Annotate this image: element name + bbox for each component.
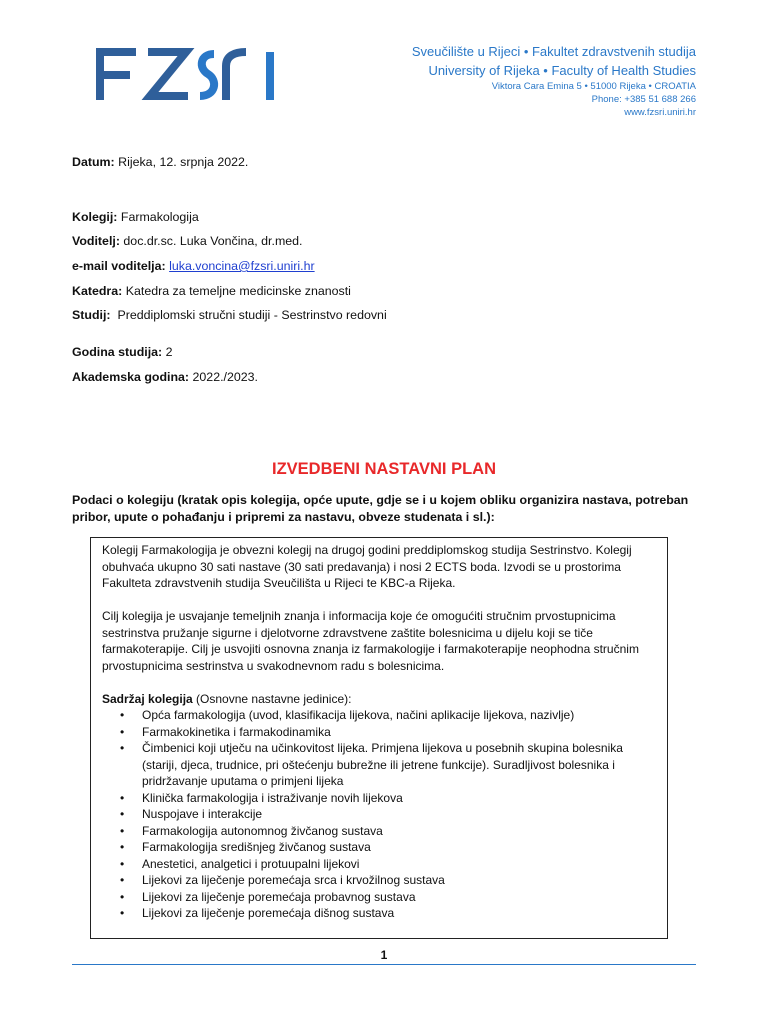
course-value: Farmakologija <box>120 210 199 224</box>
list-item: • Farmakologija autonomnog živčanog sustava <box>120 823 383 838</box>
fzsri-logo <box>96 44 280 104</box>
list-item: • Anestetici, analgetici i protuupalni lijekovi <box>120 856 360 871</box>
course-goal: Cilj kolegija je usvajanje temeljnih znanja i informacija koje će omogućiti stručnim prvostupnicima sestrinstva pružanje sigurne i djelotvorne zdravstvene zaštite bolesnicima u dijelu koji se tiče farmakoterapije. Cilj je usvojiti osnovna znanja iz farmakologije i farmakoterapije neophodna stručnim prvostupnicima sestrinstva u svakodnevnom radu s bolesnicima. <box>102 609 639 673</box>
year-line <box>72 344 173 360</box>
list-item: • Nuspojave i interakcije <box>120 807 263 821</box>
content-heading-rest: (Osnovne nastavne jedinice): <box>192 691 352 706</box>
list-item: • Lijekovi za liječenje poremećaja dišnog sustava <box>120 906 395 920</box>
course-description: Kolegij Farmakologija je obvezni kolegij na drugoj godini preddiplomskog studija Sestrinstvo. Kolegij obuhvaća ukupno 30 sati nastave (30 sati predavanja) i nosi 2 ECTS boda. Izvodi se u prostorima Fakulteta zdravstvenih studija Sveučilišta u Rijeci te KBC-a Rijeka. <box>102 543 632 590</box>
study-line <box>72 307 387 323</box>
course-label: Kolegij: <box>72 210 118 224</box>
institution-phone: Phone: +385 51 688 266 <box>591 94 696 105</box>
list-item: • Klinička farmakologija i istraživanje novih lijekova <box>120 790 403 805</box>
institution-website[interactable]: www.fzsri.uniri.hr <box>624 107 696 118</box>
email-line <box>72 258 315 274</box>
dept-label: Katedra: <box>72 284 123 298</box>
email-label: e-mail voditelja: <box>72 259 166 273</box>
list-item: • Farmakologija središnjeg živčanog sustava <box>120 840 371 854</box>
list-item: • Farmakokinetika i farmakodinamika <box>120 724 331 739</box>
institution-name-en: University of Rijeka • Faculty of Health Studies <box>428 63 696 78</box>
plan-title: IZVEDBENI NASTAVNI PLAN <box>272 460 496 478</box>
fzsri-logo-mark <box>96 44 280 104</box>
list-item: • Opća farmakologija (uvod, klasifikacija lijekova, načini aplikacije lijekova, nazivlje) <box>120 708 575 722</box>
footer-divider <box>72 964 696 965</box>
list-item: • Lijekovi za liječenje poremećaja probavnog sustava <box>120 889 416 904</box>
lead-label: Voditelj: <box>72 234 120 248</box>
date-value: Rijeka, 12. srpnja 2022. <box>118 155 249 169</box>
plan-intro: Podaci o kolegiju (kratak opis kolegija, opće upute, gdje se i u kojem obliku organizira nastava, potreban pribor, upute o pohađanju i pripremi za nastavu, obveze studenata i sl.): <box>72 493 689 524</box>
year-value: 2 <box>165 345 173 359</box>
page-number: 1 <box>380 948 388 962</box>
acad-year-value: 2022./2023. <box>192 370 258 384</box>
email-link[interactable]: luka.voncina@fzsri.uniri.hr <box>169 259 315 273</box>
dept-line <box>72 283 351 299</box>
acad-year-line <box>72 369 258 385</box>
date-label: Datum: <box>72 155 115 169</box>
lead-line <box>72 233 303 249</box>
dept-value: Katedra za temeljne medicinske znanosti <box>125 284 351 298</box>
study-label: Studij: <box>72 308 111 322</box>
institution-address: Viktora Cara Emina 5 • 51000 Rijeka • CROATIA <box>491 81 696 92</box>
institution-name-hr: Sveučilište u Rijeci • Fakultet zdravstvenih studija <box>411 44 696 59</box>
list-item: • Čimbenici koji utječu na učinkovitost lijeka. Primjena lijekova u posebnih skupina bolesnika (stariji, djeca, trudnice, pri oštećenju bubrežne ili jetrene funkcije). Suradljivost bolesnika i pridržavanje uputama o primjeni lijeka <box>120 741 623 788</box>
acad-year-label: Akademska godina: <box>72 370 190 384</box>
study-value: Preddiplomski stručni studiji - Sestrinstvo redovni <box>117 308 387 322</box>
content-heading-bold: Sadržaj kolegija <box>102 691 193 706</box>
course-line <box>72 209 199 225</box>
institution-block <box>412 42 696 119</box>
lead-value: doc.dr.sc. Luka Vončina, dr.med. <box>123 234 303 248</box>
content-list <box>102 707 657 922</box>
year-label: Godina studija: <box>72 345 163 359</box>
course-info-box <box>90 537 668 939</box>
date-line <box>72 154 248 170</box>
content-heading <box>102 691 657 708</box>
list-item: • Lijekovi za liječenje poremećaja srca i krvožilnog sustava <box>120 873 445 887</box>
